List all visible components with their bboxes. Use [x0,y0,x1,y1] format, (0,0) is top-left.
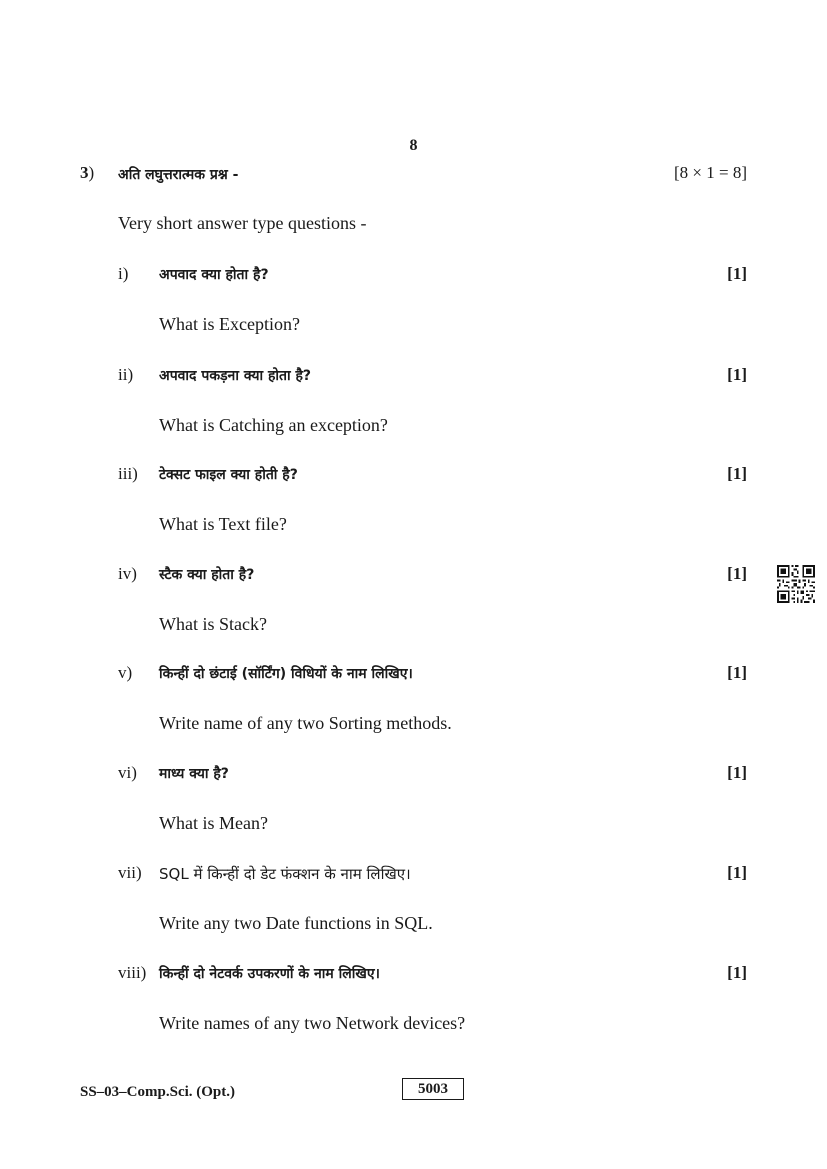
question-number: iv) [118,564,137,583]
question-number: viii) [118,963,147,982]
question-hindi: किन्हीं दो छंटाई (सॉर्टिंग) विधियों के नाम लिखिए। [159,666,413,682]
question-marks: [1] [727,264,747,283]
page-number: 8 [409,137,418,154]
question-hindi: किन्हीं दो नेटवर्क उपकरणों के नाम लिखिए। [159,966,380,982]
question-hindi: माध्य क्या है? [159,766,229,782]
question-english: Write name of any two Sorting methods. [159,713,452,733]
question-number: vi) [118,763,137,782]
question-number: iii) [118,464,138,483]
question-english: Write any two Date functions in SQL. [159,913,433,933]
footer-paper-code: SS–03–Comp.Sci. (Opt.) [80,1084,236,1100]
question-number: i) [118,264,129,283]
question-english: Write names of any two Network devices? [159,1013,466,1033]
question-marks: [1] [727,464,747,483]
question-hindi: SQL में किन्हीं दो डेट फंक्शन के नाम लिखिए। [159,865,411,883]
qr-code [777,565,815,603]
question-english: What is Mean? [159,813,268,833]
question-number: v) [118,663,133,682]
question-hindi: टेक्सट फाइल क्या होती है? [159,467,298,483]
footer-box-number: 5003 [402,1078,464,1100]
question-marks: [1] [727,963,747,982]
section-title-english: Very short answer type questions - [118,213,367,233]
question-hindi: अपवाद क्या होता है? [159,267,269,283]
question-marks: [1] [727,564,747,583]
section-marks: [8 × 1 = 8] [674,163,747,182]
question-english: What is Exception? [159,314,300,334]
question-marks: [1] [727,763,747,782]
section-title-hindi: अति लघुत्तरात्मक प्रश्न - [118,167,239,183]
question-hindi: स्टैक क्या होता है? [159,567,255,583]
question-marks: [1] [727,365,747,384]
section-header [80,163,747,187]
section-number: 3) [80,163,95,182]
question-hindi: अपवाद पकड़ना क्या होता है? [159,368,312,384]
question-english: What is Text file? [159,514,287,534]
question-number: ii) [118,365,134,384]
question-english: What is Stack? [159,614,267,634]
question-marks: [1] [727,863,747,882]
question-english: What is Catching an exception? [159,415,388,435]
question-number: vii) [118,863,142,882]
question-marks: [1] [727,663,747,682]
